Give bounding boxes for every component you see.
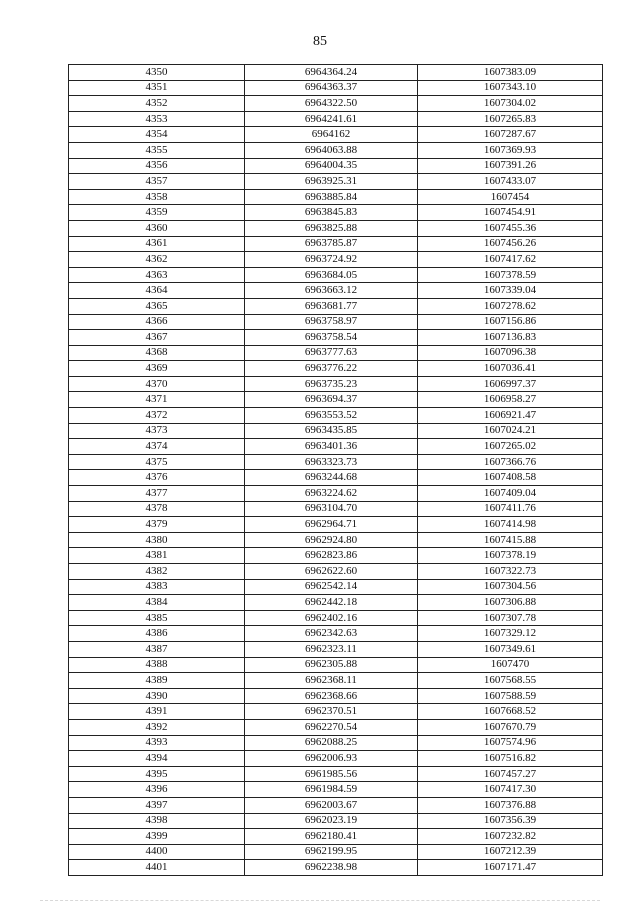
- x-coordinate-cell: 6963224.62: [245, 486, 418, 502]
- coordinates-table: [68, 64, 603, 876]
- y-coordinate-cell: 1607265.02: [418, 439, 603, 455]
- table-row: [69, 626, 603, 642]
- x-coordinate-cell: 6963435.85: [245, 423, 418, 439]
- point-number-cell: 4365: [69, 298, 245, 314]
- y-coordinate-cell: 1607369.93: [418, 142, 603, 158]
- x-coordinate-cell: 6964322.50: [245, 96, 418, 112]
- x-coordinate-cell: 6962023.19: [245, 813, 418, 829]
- point-number-cell: 4367: [69, 330, 245, 346]
- x-coordinate-cell: 6962622.60: [245, 564, 418, 580]
- point-number-cell: 4401: [69, 860, 245, 876]
- y-coordinate-cell: 1607457.27: [418, 766, 603, 782]
- table-row: [69, 470, 603, 486]
- table-row: [69, 844, 603, 860]
- table-row: [69, 330, 603, 346]
- point-number-cell: 4376: [69, 470, 245, 486]
- table-row: [69, 782, 603, 798]
- table-row: [69, 673, 603, 689]
- x-coordinate-cell: 6962180.41: [245, 829, 418, 845]
- y-coordinate-cell: 1607568.55: [418, 673, 603, 689]
- point-number-cell: 4388: [69, 657, 245, 673]
- y-coordinate-cell: 1607036.41: [418, 361, 603, 377]
- table-row: [69, 610, 603, 626]
- x-coordinate-cell: 6963758.97: [245, 314, 418, 330]
- table-row: [69, 158, 603, 174]
- point-number-cell: 4394: [69, 751, 245, 767]
- point-number-cell: 4382: [69, 564, 245, 580]
- table-row: [69, 579, 603, 595]
- table-row: [69, 142, 603, 158]
- y-coordinate-cell: 1607304.56: [418, 579, 603, 595]
- table-row: [69, 189, 603, 205]
- table-row: [69, 688, 603, 704]
- y-coordinate-cell: 1607278.62: [418, 298, 603, 314]
- point-number-cell: 4355: [69, 142, 245, 158]
- x-coordinate-cell: 6963885.84: [245, 189, 418, 205]
- y-coordinate-cell: 1607307.78: [418, 610, 603, 626]
- x-coordinate-cell: 6961984.59: [245, 782, 418, 798]
- y-coordinate-cell: 1607156.86: [418, 314, 603, 330]
- y-coordinate-cell: 1606921.47: [418, 408, 603, 424]
- point-number-cell: 4357: [69, 174, 245, 190]
- y-coordinate-cell: 1607024.21: [418, 423, 603, 439]
- point-number-cell: 4384: [69, 595, 245, 611]
- x-coordinate-cell: 6963724.92: [245, 252, 418, 268]
- x-coordinate-cell: 6961985.56: [245, 766, 418, 782]
- y-coordinate-cell: 1607516.82: [418, 751, 603, 767]
- coordinates-table-body: [69, 65, 603, 876]
- page-number: 85: [313, 34, 327, 49]
- table-row: [69, 376, 603, 392]
- y-coordinate-cell: 1607304.02: [418, 96, 603, 112]
- table-row: [69, 314, 603, 330]
- table-row: [69, 735, 603, 751]
- x-coordinate-cell: 6962305.88: [245, 657, 418, 673]
- table-row: [69, 751, 603, 767]
- x-coordinate-cell: 6962323.11: [245, 641, 418, 657]
- table-row: [69, 813, 603, 829]
- point-number-cell: 4363: [69, 267, 245, 283]
- x-coordinate-cell: 6962370.51: [245, 704, 418, 720]
- y-coordinate-cell: 1607456.26: [418, 236, 603, 252]
- point-number-cell: 4361: [69, 236, 245, 252]
- x-coordinate-cell: 6963785.87: [245, 236, 418, 252]
- y-coordinate-cell: 1607433.07: [418, 174, 603, 190]
- point-number-cell: 4400: [69, 844, 245, 860]
- point-number-cell: 4374: [69, 439, 245, 455]
- y-coordinate-cell: 1607454: [418, 189, 603, 205]
- x-coordinate-cell: 6963694.37: [245, 392, 418, 408]
- point-number-cell: 4393: [69, 735, 245, 751]
- y-coordinate-cell: 1607356.39: [418, 813, 603, 829]
- point-number-cell: 4399: [69, 829, 245, 845]
- point-number-cell: 4379: [69, 517, 245, 533]
- table-row: [69, 392, 603, 408]
- table-row: [69, 80, 603, 96]
- y-coordinate-cell: 1607329.12: [418, 626, 603, 642]
- table-row: [69, 220, 603, 236]
- x-coordinate-cell: 6963244.68: [245, 470, 418, 486]
- x-coordinate-cell: 6962368.66: [245, 688, 418, 704]
- point-number-cell: 4351: [69, 80, 245, 96]
- table-row: [69, 252, 603, 268]
- y-coordinate-cell: 1607306.88: [418, 595, 603, 611]
- x-coordinate-cell: 6962342.63: [245, 626, 418, 642]
- point-number-cell: 4392: [69, 719, 245, 735]
- y-coordinate-cell: 1607455.36: [418, 220, 603, 236]
- table-row: [69, 532, 603, 548]
- y-coordinate-cell: 1607378.19: [418, 548, 603, 564]
- point-number-cell: 4389: [69, 673, 245, 689]
- x-coordinate-cell: 6963777.63: [245, 345, 418, 361]
- table-row: [69, 283, 603, 299]
- x-coordinate-cell: 6962924.80: [245, 532, 418, 548]
- y-coordinate-cell: 1607417.62: [418, 252, 603, 268]
- x-coordinate-cell: 6964363.37: [245, 80, 418, 96]
- x-coordinate-cell: 6963104.70: [245, 501, 418, 517]
- y-coordinate-cell: 1607454.91: [418, 205, 603, 221]
- x-coordinate-cell: 6963663.12: [245, 283, 418, 299]
- table-row: [69, 267, 603, 283]
- x-coordinate-cell: 6962238.98: [245, 860, 418, 876]
- x-coordinate-cell: 6963323.73: [245, 454, 418, 470]
- y-coordinate-cell: 1607408.58: [418, 470, 603, 486]
- x-coordinate-cell: 6963553.52: [245, 408, 418, 424]
- x-coordinate-cell: 6964004.35: [245, 158, 418, 174]
- table-row: [69, 96, 603, 112]
- point-number-cell: 4386: [69, 626, 245, 642]
- table-row: [69, 423, 603, 439]
- table-row: [69, 641, 603, 657]
- x-coordinate-cell: 6963825.88: [245, 220, 418, 236]
- x-coordinate-cell: 6964162: [245, 127, 418, 143]
- y-coordinate-cell: 1607588.59: [418, 688, 603, 704]
- y-coordinate-cell: 1607349.61: [418, 641, 603, 657]
- y-coordinate-cell: 1607376.88: [418, 797, 603, 813]
- y-coordinate-cell: 1606997.37: [418, 376, 603, 392]
- y-coordinate-cell: 1607096.38: [418, 345, 603, 361]
- table-row: [69, 454, 603, 470]
- point-number-cell: 4372: [69, 408, 245, 424]
- table-row: [69, 408, 603, 424]
- point-number-cell: 4359: [69, 205, 245, 221]
- x-coordinate-cell: 6963925.31: [245, 174, 418, 190]
- point-number-cell: 4373: [69, 423, 245, 439]
- x-coordinate-cell: 6963681.77: [245, 298, 418, 314]
- point-number-cell: 4380: [69, 532, 245, 548]
- y-coordinate-cell: 1607391.26: [418, 158, 603, 174]
- y-coordinate-cell: 1607411.76: [418, 501, 603, 517]
- table-row: [69, 829, 603, 845]
- table-row: [69, 564, 603, 580]
- point-number-cell: 4364: [69, 283, 245, 299]
- point-number-cell: 4398: [69, 813, 245, 829]
- point-number-cell: 4362: [69, 252, 245, 268]
- x-coordinate-cell: 6962368.11: [245, 673, 418, 689]
- table-row: [69, 65, 603, 81]
- y-coordinate-cell: 1607366.76: [418, 454, 603, 470]
- point-number-cell: 4378: [69, 501, 245, 517]
- x-coordinate-cell: 6962542.14: [245, 579, 418, 595]
- y-coordinate-cell: 1607470: [418, 657, 603, 673]
- table-row: [69, 439, 603, 455]
- y-coordinate-cell: 1607265.83: [418, 111, 603, 127]
- y-coordinate-cell: 1606958.27: [418, 392, 603, 408]
- table-row: [69, 719, 603, 735]
- x-coordinate-cell: 6962006.93: [245, 751, 418, 767]
- point-number-cell: 4360: [69, 220, 245, 236]
- table-row: [69, 236, 603, 252]
- table-row: [69, 486, 603, 502]
- y-coordinate-cell: 1607417.30: [418, 782, 603, 798]
- x-coordinate-cell: 6963776.22: [245, 361, 418, 377]
- point-number-cell: 4353: [69, 111, 245, 127]
- table-row: [69, 548, 603, 564]
- x-coordinate-cell: 6962088.25: [245, 735, 418, 751]
- y-coordinate-cell: 1607339.04: [418, 283, 603, 299]
- page-footer-rule: [40, 900, 600, 901]
- point-number-cell: 4377: [69, 486, 245, 502]
- x-coordinate-cell: 6964241.61: [245, 111, 418, 127]
- y-coordinate-cell: 1607171.47: [418, 860, 603, 876]
- x-coordinate-cell: 6964364.24: [245, 65, 418, 81]
- point-number-cell: 4385: [69, 610, 245, 626]
- table-row: [69, 501, 603, 517]
- x-coordinate-cell: 6962823.86: [245, 548, 418, 564]
- y-coordinate-cell: 1607322.73: [418, 564, 603, 580]
- table-row: [69, 205, 603, 221]
- point-number-cell: 4383: [69, 579, 245, 595]
- x-coordinate-cell: 6963684.05: [245, 267, 418, 283]
- y-coordinate-cell: 1607383.09: [418, 65, 603, 81]
- x-coordinate-cell: 6963735.23: [245, 376, 418, 392]
- y-coordinate-cell: 1607409.04: [418, 486, 603, 502]
- x-coordinate-cell: 6964063.88: [245, 142, 418, 158]
- point-number-cell: 4366: [69, 314, 245, 330]
- point-number-cell: 4356: [69, 158, 245, 174]
- y-coordinate-cell: 1607415.88: [418, 532, 603, 548]
- x-coordinate-cell: 6963758.54: [245, 330, 418, 346]
- y-coordinate-cell: 1607343.10: [418, 80, 603, 96]
- y-coordinate-cell: 1607212.39: [418, 844, 603, 860]
- x-coordinate-cell: 6962442.18: [245, 595, 418, 611]
- point-number-cell: 4390: [69, 688, 245, 704]
- y-coordinate-cell: 1607136.83: [418, 330, 603, 346]
- table-row: [69, 345, 603, 361]
- y-coordinate-cell: 1607378.59: [418, 267, 603, 283]
- point-number-cell: 4354: [69, 127, 245, 143]
- point-number-cell: 4396: [69, 782, 245, 798]
- point-number-cell: 4368: [69, 345, 245, 361]
- point-number-cell: 4350: [69, 65, 245, 81]
- point-number-cell: 4375: [69, 454, 245, 470]
- x-coordinate-cell: 6962199.95: [245, 844, 418, 860]
- point-number-cell: 4358: [69, 189, 245, 205]
- table-row: [69, 860, 603, 876]
- y-coordinate-cell: 1607668.52: [418, 704, 603, 720]
- table-row: [69, 298, 603, 314]
- table-row: [69, 797, 603, 813]
- x-coordinate-cell: 6962964.71: [245, 517, 418, 533]
- table-row: [69, 517, 603, 533]
- point-number-cell: 4391: [69, 704, 245, 720]
- table-row: [69, 766, 603, 782]
- x-coordinate-cell: 6962270.54: [245, 719, 418, 735]
- table-row: [69, 657, 603, 673]
- y-coordinate-cell: 1607414.98: [418, 517, 603, 533]
- table-row: [69, 174, 603, 190]
- table-row: [69, 704, 603, 720]
- x-coordinate-cell: 6963401.36: [245, 439, 418, 455]
- point-number-cell: 4371: [69, 392, 245, 408]
- point-number-cell: 4397: [69, 797, 245, 813]
- y-coordinate-cell: 1607574.96: [418, 735, 603, 751]
- x-coordinate-cell: 6963845.83: [245, 205, 418, 221]
- y-coordinate-cell: 1607232.82: [418, 829, 603, 845]
- y-coordinate-cell: 1607287.67: [418, 127, 603, 143]
- x-coordinate-cell: 6962402.16: [245, 610, 418, 626]
- point-number-cell: 4370: [69, 376, 245, 392]
- point-number-cell: 4395: [69, 766, 245, 782]
- point-number-cell: 4381: [69, 548, 245, 564]
- table-row: [69, 361, 603, 377]
- point-number-cell: 4387: [69, 641, 245, 657]
- x-coordinate-cell: 6962003.67: [245, 797, 418, 813]
- table-row: [69, 595, 603, 611]
- y-coordinate-cell: 1607670.79: [418, 719, 603, 735]
- table-row: [69, 111, 603, 127]
- table-row: [69, 127, 603, 143]
- point-number-cell: 4369: [69, 361, 245, 377]
- point-number-cell: 4352: [69, 96, 245, 112]
